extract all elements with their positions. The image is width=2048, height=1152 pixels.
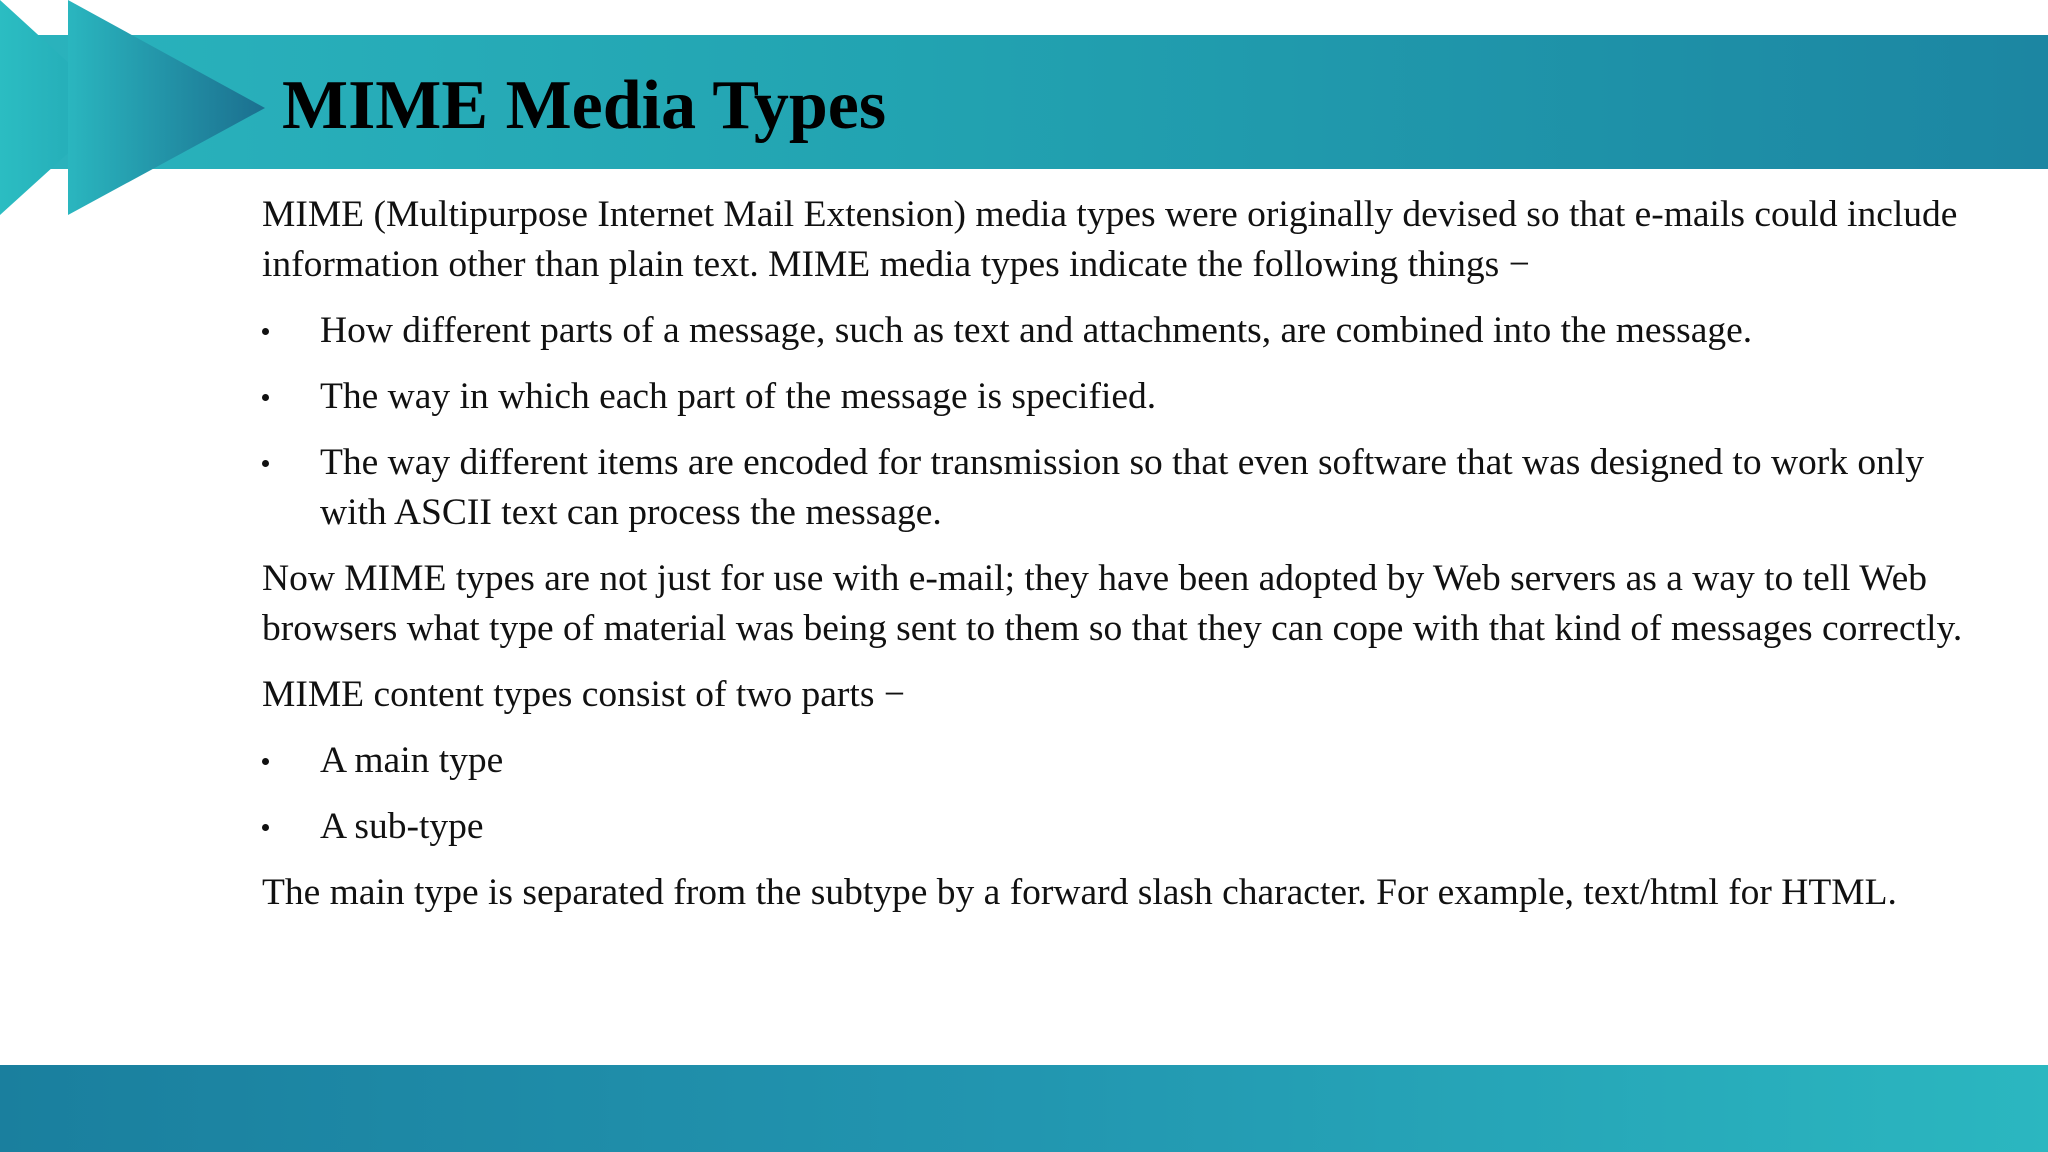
list-item-text: The way in which each part of the message is specified. <box>320 376 1157 417</box>
bullet-icon <box>262 758 269 765</box>
bullet-icon <box>262 824 269 831</box>
list-item <box>262 802 1982 852</box>
parts-intro-paragraph: MIME content types consist of two parts − <box>262 674 905 715</box>
slide-content <box>262 190 1982 934</box>
list-item <box>262 306 1982 356</box>
intro-paragraph: MIME (Multipurpose Internet Mail Extension) media types were originally devised so that e-mails could include information other than plain text. MIME media types indicate the following things − <box>262 194 1958 285</box>
bullet-icon <box>262 328 269 335</box>
double-chevron-icon <box>0 0 270 220</box>
bullet-icon <box>262 460 269 467</box>
parts-list <box>262 736 1982 852</box>
bullet-icon <box>262 394 269 401</box>
list-item-text: How different parts of a message, such as text and attachments, are combined into the message. <box>320 310 1753 351</box>
list-item-text: A sub-type <box>320 806 484 847</box>
example-paragraph: The main type is separated from the subtype by a forward slash character. For example, text/html for HTML. <box>262 872 1897 913</box>
list-item-text: The way different items are encoded for transmission so that even software that was designed to work only with ASCII text can process the message. <box>320 442 1925 533</box>
list-item <box>262 372 1982 422</box>
web-paragraph: Now MIME types are not just for use with e-mail; they have been adopted by Web servers as a way to tell Web browsers what type of material was being sent to them so that they can cope with that kind of messages correctly. <box>262 558 1963 649</box>
slide-title: MIME Media Types <box>282 67 887 144</box>
footer-bar <box>0 1065 2048 1152</box>
list-item-text: A main type <box>320 740 504 781</box>
list-item <box>262 438 1982 538</box>
indicates-list <box>262 306 1982 538</box>
list-item <box>262 736 1982 786</box>
